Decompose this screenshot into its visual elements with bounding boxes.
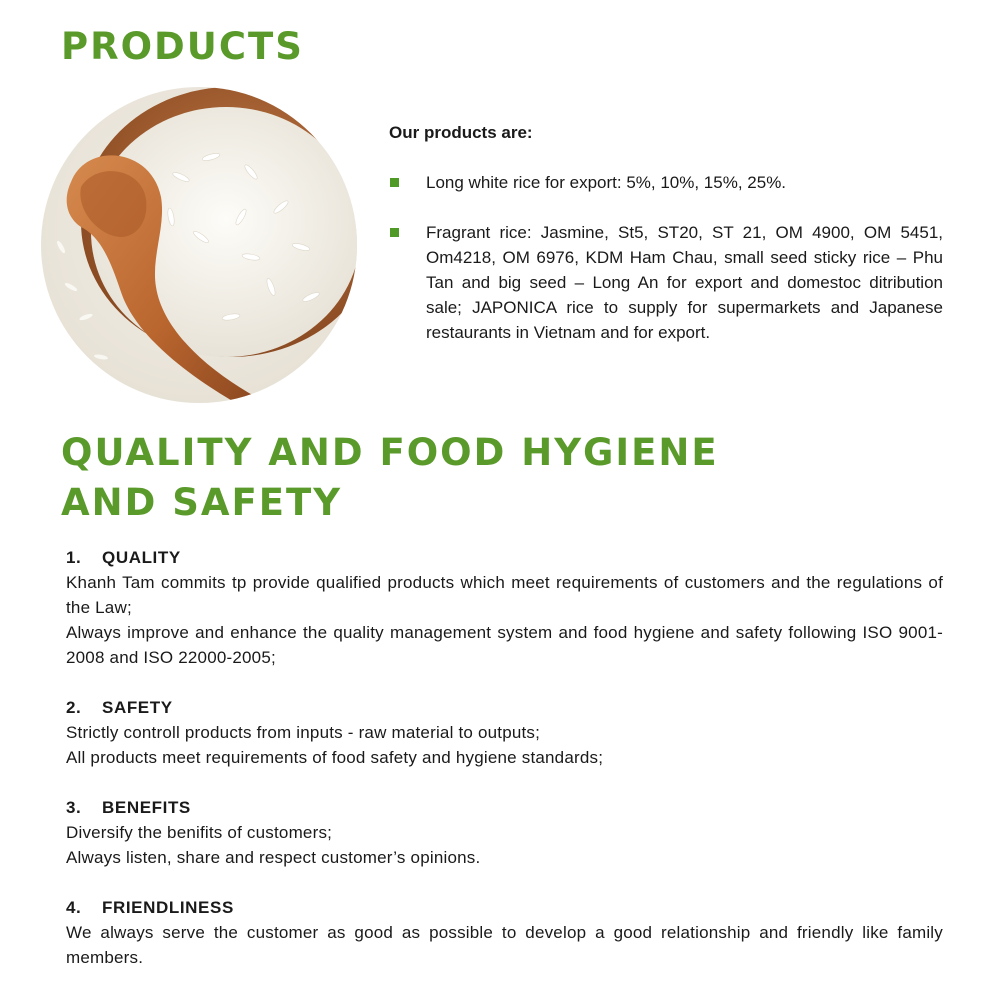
section-line: We always serve the customer as good as possible to develop a good relationship and friendly like family members. [66,923,943,967]
section-quality [66,545,943,670]
products-description [389,120,943,370]
section-line: Always listen, share and respect customer’s opinions. [66,848,481,867]
section-friendliness [66,895,943,970]
bullet-square-icon [390,178,399,187]
product-item-text: Fragrant rice: Jasmine, St5, ST20, ST 21, OM 4900, OM 5451, Om4218, OM 6976, KDM Ham Chau, small seed sticky rice – Phu Tan and big seed – Long An for export and domestoc ditribution sale; JAPONICA rice to supply for supermarkets and Japanese restaurants in Vietnam and for export. [426,223,943,342]
section-line: Khanh Tam commits tp provide qualified products which meet requirements of customers and the regulations of the Law; [66,573,943,617]
section-title: BENEFITS [102,798,191,817]
section-number: 3. [66,798,82,817]
section-safety [66,695,943,770]
products-intro: Our products are: [389,123,533,142]
section-heading [66,795,943,820]
products-heading: PRODUCTS [61,25,304,68]
section-line: All products meet requirements of food safety and hygiene standards; [66,748,604,767]
section-number: 4. [66,898,82,917]
section-number: 1. [66,548,82,567]
section-number: 2. [66,698,82,717]
section-line: Always improve and enhance the quality management system and food hygiene and safety following ISO 9001-2008 and ISO 22000-2005; [66,623,943,667]
section-line: Strictly controll products from inputs - raw material to outputs; [66,723,541,742]
bullet-square-icon [390,228,399,237]
quality-sections [66,545,943,995]
quality-heading-line2: AND SAFETY [61,481,343,524]
section-heading [66,895,943,920]
section-title: FRIENDLINESS [102,898,234,917]
product-item-fragrant-rice [389,220,943,345]
section-title: SAFETY [102,698,173,717]
section-heading [66,695,943,720]
section-benefits [66,795,943,870]
quality-heading [61,428,719,528]
rice-bowl-photo [41,87,357,403]
product-item-text: Long white rice for export: 5%, 10%, 15%, 25%. [426,173,787,192]
section-title: QUALITY [102,548,181,567]
section-line: Diversify the benifits of customers; [66,823,333,842]
quality-heading-line1: QUALITY AND FOOD HYGIENE [61,431,719,474]
section-heading [66,545,943,570]
product-item-long-white-rice [389,170,943,195]
